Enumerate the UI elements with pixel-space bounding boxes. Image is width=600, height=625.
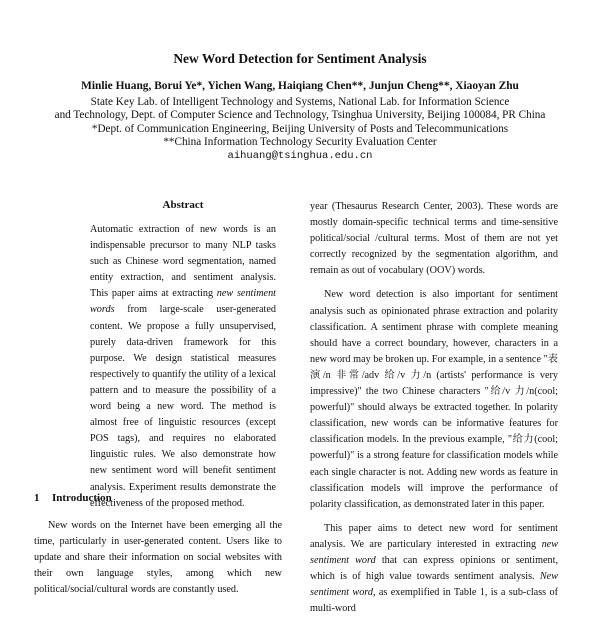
abstract-body xyxy=(90,222,276,512)
abstract-text-1: Automatic extraction of new words is an indispensable precursor to many NLP tasks such as Chinese word segmentation, named entity extraction, and sentiment analysis. This paper aims at extracting xyxy=(90,224,276,300)
right-paragraph-2: New word detection is also important for sentiment analysis such as opinionated phrase extraction and polarity classification. A sentiment phrase with complete meaning should have a correct boundary, however, characters in a new word may be broken up. For example, in a sentence "表演/n 非常/adv 给/v 力/n (artists' performance is very impressive)" the two Chinese characters "给/v 力/n(cool; powerful)" should always be extracted together. In polarity classification, new words can be informative features for classification models. In the previous example, "给力(cool; powerful)" is a strong feature for classification models while each single character is not. Adding new words as feature in classification models will improve the performance of polarity classification, as demonstrated later in this paper. xyxy=(310,289,558,510)
affiliation-line-2: and Technology, Dept. of Computer Science and Technology, Tsinghua University, Beijing 100084, PR China xyxy=(54,109,546,121)
abstract-text-2: from large-scale user-generated content. We propose a fully unsupervised, purely data-driven framework for this purpose. We design statistical measures respectively to quantify the utility of a lexical pattern and to measure the possibility of a word being a new word. The method is almost free of linguistic resources (except POS tags), and requires no elaborated linguistic rules. We also demonstrate how new sentiment word will benefit sentiment analysis. Experiment results demonstrate the effectiveness of the proposed method. xyxy=(90,304,276,509)
section-number: 1 xyxy=(34,492,40,504)
para3-emphasis-1: new sentiment word xyxy=(310,538,558,566)
right-paragraph-continued: year (Thesaurus Research Center, 2003). These words are mostly domain-specific technical terms and time-sensitive political/social /cultural terms. Most of them are not yet correctly recognized by the segmentation algorithm, and remain as out of vocabulary (OOV) words. xyxy=(310,201,558,277)
para3-text-c: , as exemplified in Table 1, is a sub-class of multi-word xyxy=(310,587,558,615)
para3-text-a: This paper aims to detect new word for sentiment analysis. We are particulary interested in extracting xyxy=(310,522,558,550)
section-title: Introduction xyxy=(52,492,112,504)
right-paragraph-3 xyxy=(310,521,558,618)
abstract-emphasis: new sentiment words xyxy=(90,288,276,316)
author-list: Minlie Huang, Borui Ye*, Yichen Wang, Haiqiang Chen**, Junjun Cheng**, Xiaoyan Zhu xyxy=(81,80,519,92)
abstract-heading: Abstract xyxy=(162,199,204,211)
section-heading-introduction xyxy=(34,492,112,504)
affiliation-line-4: **China Information Technology Security Evaluation Center xyxy=(163,136,437,148)
affiliation-line-1: State Key Lab. of Intelligent Technology and Systems, National Lab. for Information Science xyxy=(90,96,510,108)
right-column-body xyxy=(310,199,558,625)
affiliation-line-3: *Dept. of Communication Engineering, Beijing University of Posts and Telecommunications xyxy=(91,123,509,135)
intro-paragraph-1: New words on the Internet have been emerging all the time, particularly in user-generated content. Users like to update and share their information on social websites with their own language styles, among which new political/social/cultural words are constantly used. xyxy=(34,520,282,596)
left-column-body xyxy=(34,518,282,606)
para3-emphasis-2: New sentiment word xyxy=(310,571,558,599)
author-email: aihuang@tsinghua.edu.cn xyxy=(227,150,373,162)
para3-text-b: that can express opinions or sentiment, which is of high value towards sentiment analysis. xyxy=(310,554,558,583)
paper-title: New Word Detection for Sentiment Analysis xyxy=(173,51,427,66)
